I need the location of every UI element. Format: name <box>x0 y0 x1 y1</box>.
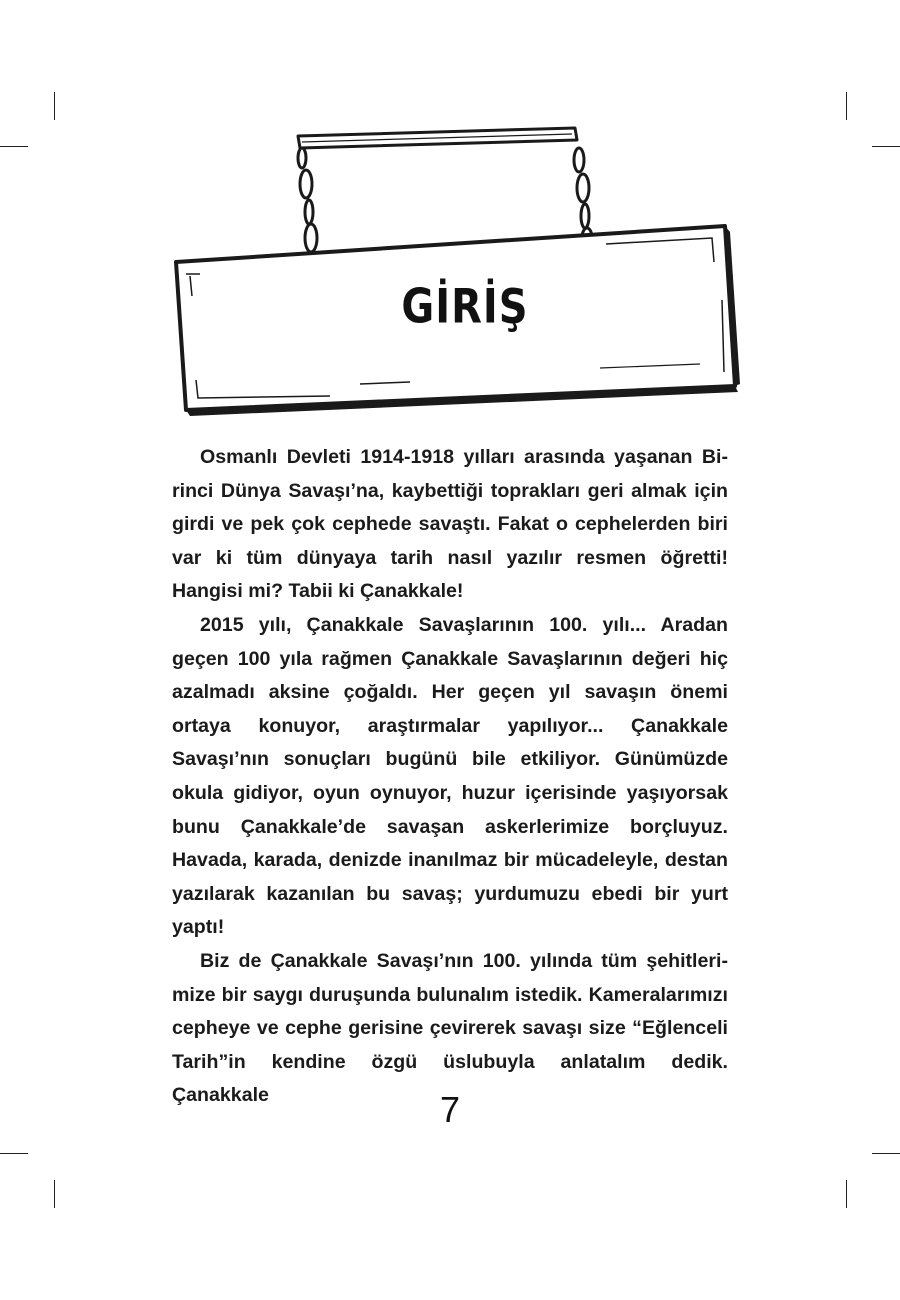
paragraph-2: 2015 yılı, Çanakkale Savaşlarının 100. yılı... Aradan geçen 100 yıla rağmen Çanakkale Savaşlarının değeri hiç azalmadı aksine çoğaldı. Her geçen yıl savaşın önemi ortaya konuyor, araştırmalar yapılıyor... Çanakkale Savaşı’nın sonuçları bugünü bile etkiliyor. Günümüzde okula gidiyor, oyun oynuyor, huzur içerisinde yaşıyorsak bunu Çanakkale’de savaşan askerlerimize borçluyuz. Havada, karada, denizde inanılmaz bir mücadeleyle, destan yazılarak kazanılan bu savaş; yurdumuzu ebedi bir yurt yaptı! <box>172 613 728 939</box>
left-chain-icon <box>298 148 317 267</box>
paragraph-1: Osmanlı Devleti 1914-1918 yılları arasında yaşanan Birinci Dünya Savaşı’na, kaybettiği toprakları geri almak için girdi ve pek çok cephede savaştı. Fakat o cephelerden biri var ki tüm dünyaya tarih nasıl yazılır resmen öğretti! Hangisi mi? Tabii ki Çanakkale! <box>172 446 728 603</box>
hanging-sign-illustration <box>0 0 900 440</box>
crop-mark-bottom-left-h <box>0 1153 28 1154</box>
crop-mark-bottom-left-v <box>54 1180 55 1208</box>
crop-mark-bottom-right-v <box>846 1180 847 1208</box>
body-text <box>172 441 728 1113</box>
paragraph-3: Biz de Çanakkale Savaşı’nın 100. yılında tüm şehitlerimize bir saygı duruşunda bulunalım istedik. Kameralarımızı cepheye ve cephe gerisine çevirerek savaşı size “Eğlenceli Tarih”in kendine özgü üslubuyla anlatalım dedik. Çanakkale <box>172 949 728 1107</box>
crop-mark-bottom-right-h <box>872 1153 900 1154</box>
page-number: 7 <box>439 1089 461 1130</box>
chapter-title: GİRİŞ <box>401 280 529 335</box>
